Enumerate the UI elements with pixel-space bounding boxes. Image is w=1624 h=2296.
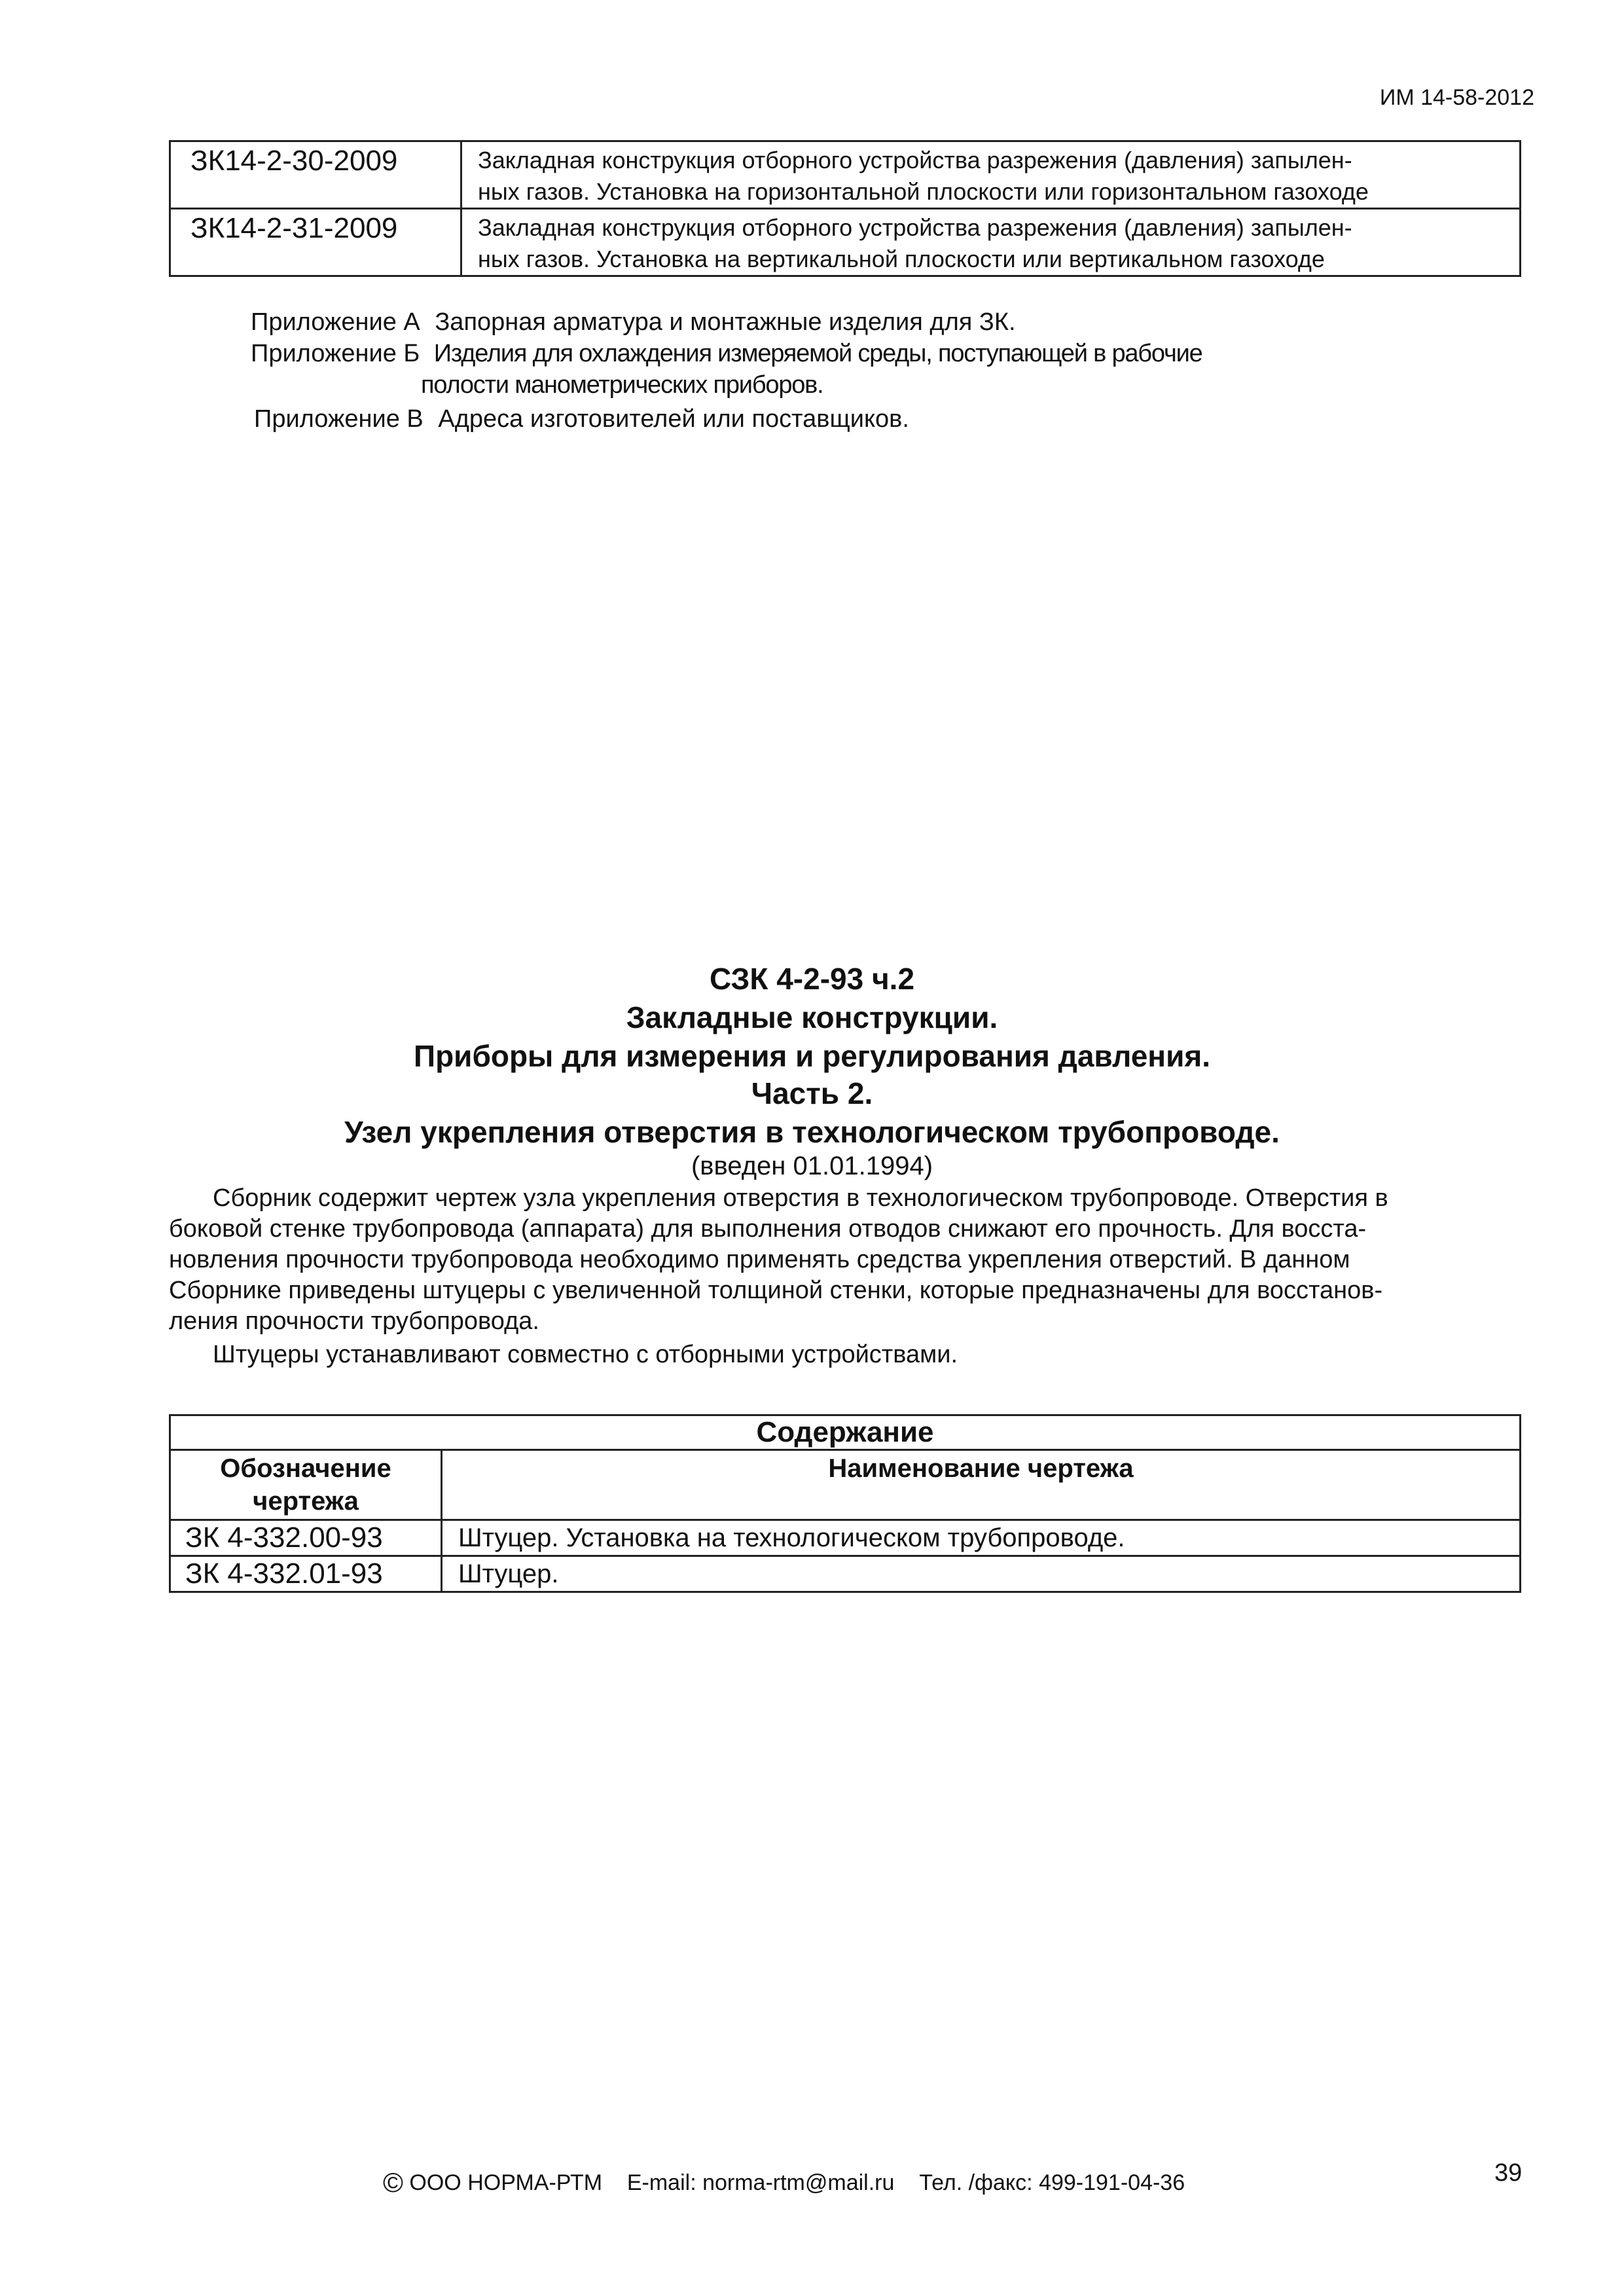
contents-caption: Содержание <box>170 1415 1521 1450</box>
appendix-b <box>251 338 1202 369</box>
document-id: ИМ 14-58-2012 <box>1379 85 1534 110</box>
drawing-description <box>461 141 1521 209</box>
paragraph-line: ления прочности трубопровода. <box>169 1307 539 1335</box>
appendix-a <box>251 306 1016 338</box>
paragraph-line: боковой стенке трубопровода (аппарата) для выполнения отводов снижают его прочность. Для восста- <box>169 1215 1367 1243</box>
section-title-line: Закладные конструкции. <box>626 1000 998 1034</box>
column-header-designation: Обозначение чертежа <box>170 1450 442 1520</box>
description-line: ных газов. Установка на вертикальной плоскости или вертикальном газоходе <box>478 246 1325 272</box>
introduction-date: (введен 01.01.1994) <box>691 1152 933 1180</box>
table-row <box>170 141 1521 209</box>
paragraph-line: Сборник содержит чертеж узла укрепления отверстия в технологическом трубопроводе. Отверстия в <box>213 1184 1388 1212</box>
page-number: 39 <box>1494 2159 1523 2187</box>
drawing-name: Штуцер. <box>442 1556 1521 1592</box>
paragraph: Штуцеры устанавливают совместно с отборными устройствами. <box>213 1341 958 1368</box>
appendix-b-continuation: полости манометрических приборов. <box>421 371 823 399</box>
description-line: Закладная конструкция отборного устройства разрежения (давления) запылен- <box>478 214 1352 241</box>
appendix-label: Приложение А <box>251 308 420 336</box>
section-title-line: Узел укрепления отверстия в технологическом трубопроводе. <box>344 1115 1280 1149</box>
table-row <box>170 1520 1521 1556</box>
table-row <box>170 1556 1521 1592</box>
footer-phone: Тел. /факс: 499-191-04-36 <box>919 2170 1185 2195</box>
paragraph-line: новления прочности трубопровода необходимо применять средства укрепления отверстий. В данном <box>169 1246 1350 1273</box>
appendix-text: Изделия для охлаждения измеряемой среды, поступающей в рабочие <box>433 340 1202 367</box>
appendix-label: Приложение В <box>254 405 424 433</box>
description-line: ных газов. Установка на горизонтальной плоскости или горизонтальном газоходе <box>478 178 1369 205</box>
drawing-code: ЗК 4-332.01-93 <box>170 1556 442 1592</box>
appendix-label: Приложение Б <box>251 340 420 367</box>
section-title-line: Приборы для измерения и регулирования давления. <box>414 1039 1210 1073</box>
drawing-code: ЗК14-2-31-2009 <box>170 209 461 276</box>
drawing-description <box>461 209 1521 276</box>
drawing-name: Штуцер. Установка на технологическом трубопроводе. <box>442 1520 1521 1556</box>
drawing-code: ЗК 4-332.00-93 <box>170 1520 442 1556</box>
contents-table <box>169 1414 1521 1593</box>
footer-company: ООО НОРМА-РТМ <box>409 2170 603 2195</box>
appendix-text: Запорная арматура и монтажные изделия для ЗК. <box>435 308 1016 336</box>
table-row <box>170 209 1521 276</box>
footer-email: E-mail: norma-rtm@mail.ru <box>626 2170 895 2195</box>
description-line: Закладная конструкция отборного устройства разрежения (давления) запылен- <box>478 147 1352 173</box>
appendix-text: Адреса изготовителей или поставщиков. <box>438 405 909 433</box>
drawing-code: ЗК14-2-30-2009 <box>170 141 461 209</box>
footer <box>383 2167 1185 2198</box>
copyright-icon: © <box>383 2167 403 2198</box>
column-header-name: Наименование чертежа <box>442 1450 1521 1520</box>
section-title-line: Часть 2. <box>751 1076 873 1110</box>
appendix-c <box>254 403 909 435</box>
paragraph-line: Сборнике приведены штуцеры с увеличенной толщиной стенки, которые предназначены для восстанов- <box>169 1277 1383 1304</box>
section-code-title: СЗК 4-2-93 ч.2 <box>709 962 915 996</box>
drawings-table <box>169 140 1521 277</box>
